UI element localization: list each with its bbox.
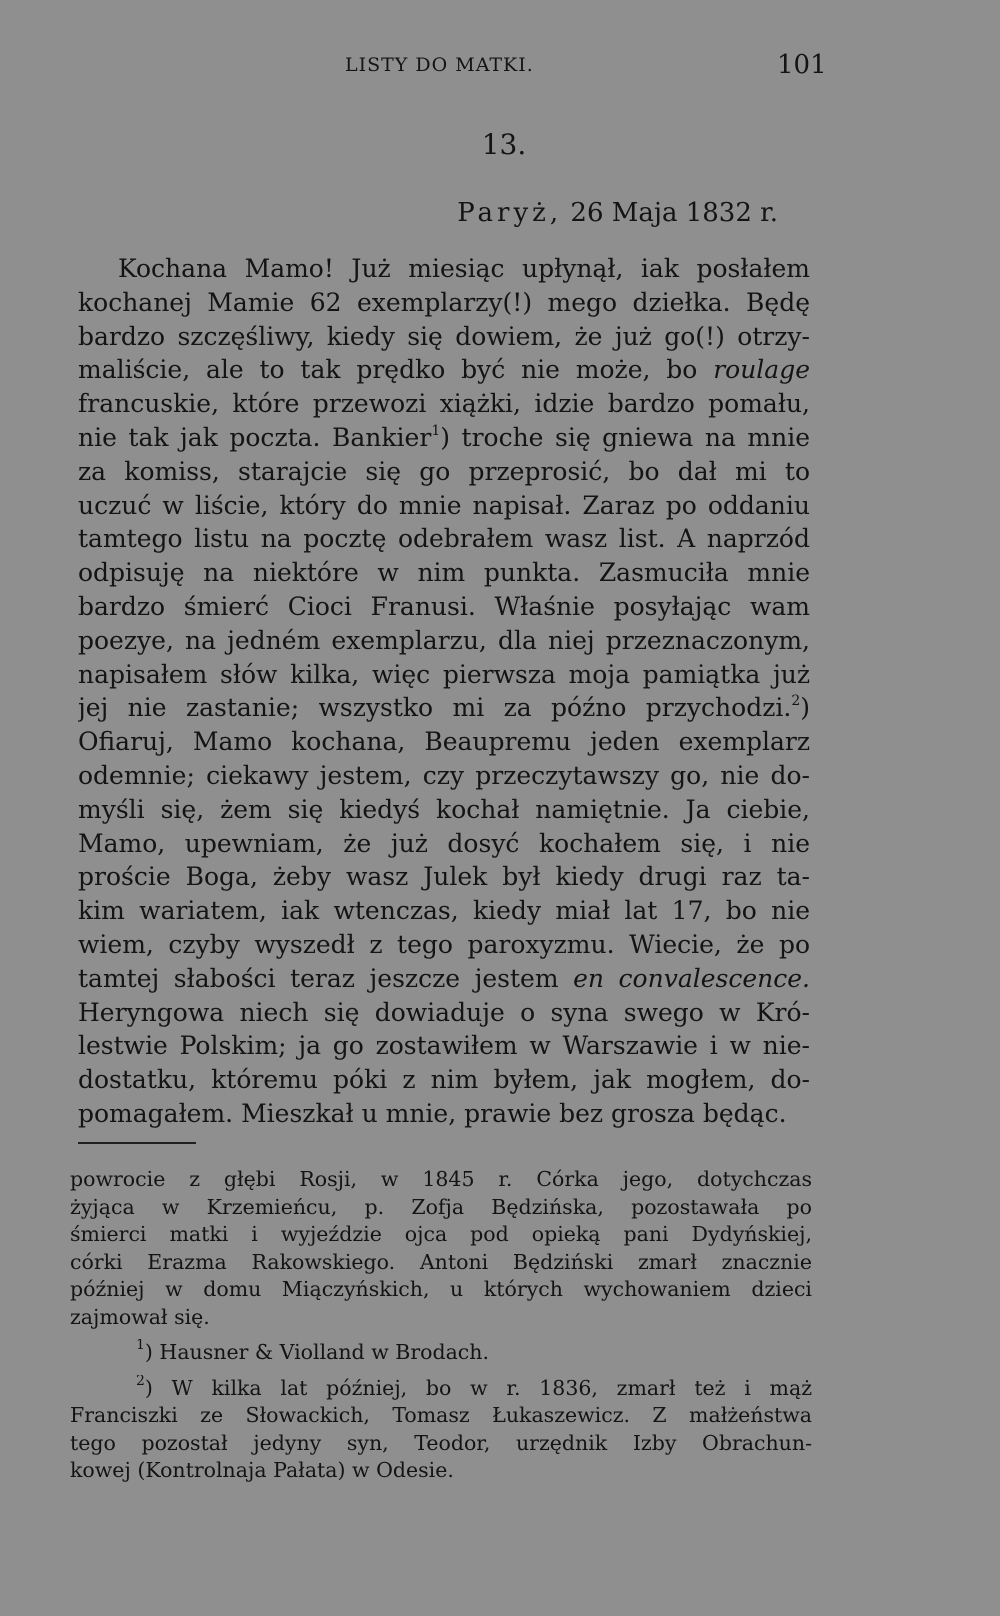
footnote-2-line: Franciszki ze Słowackich, Tomasz Łukaszewicz. Z małżeństwa bbox=[70, 1403, 812, 1427]
body-line: proście Boga, żeby wasz Julek był kiedy drugi raz ta- bbox=[78, 862, 810, 892]
footnote-ref-close: ) bbox=[800, 693, 810, 723]
footnote-continuation-line: śmierci matki i wyjeździe ojca pod opieką pani Dydyńskiej, bbox=[70, 1222, 812, 1246]
body-line: uczuć w liście, który do mnie napisał. Zaraz po oddaniu bbox=[78, 490, 810, 520]
footnote-2-first-line bbox=[70, 1375, 812, 1403]
body-line: tamtego listu na pocztę odebrałem wasz list. A naprzód bbox=[78, 524, 810, 554]
letter-body bbox=[78, 252, 810, 1131]
body-line: poezye, na jedném exemplarzu, dla niej przeznaczonym, bbox=[78, 625, 810, 655]
footnote-continuation-line: córki Erazma Rakowskiego. Antoni Będziński zmarł znacznie bbox=[70, 1249, 812, 1274]
body-line: za komiss, starajcie się go przeprosić, bo dał mi to bbox=[78, 456, 810, 486]
footnote-1-text: ) Hausner & Violland w Brodach. bbox=[144, 1340, 490, 1364]
dateline-place: Paryż, bbox=[457, 198, 563, 228]
page-number: 101 bbox=[777, 50, 827, 80]
footnote-2-line: kowej (Kontrolnaja Pałata) w Odesie. bbox=[70, 1458, 454, 1482]
body-line: bardzo śmierć Cioci Franusi. Właśnie posyłając wam bbox=[78, 591, 810, 621]
body-line bbox=[78, 421, 810, 455]
footnote-rule bbox=[78, 1142, 196, 1144]
body-line: kim wariatem, iak wtenczas, kiedy miał lat 17, bo nie bbox=[78, 896, 810, 926]
dateline bbox=[457, 198, 778, 228]
letter-number: 13. bbox=[481, 128, 527, 161]
italic-convalescence: en convalescence. bbox=[573, 963, 810, 993]
body-line-text: maliście, ale to tak prędko być nie może, bo bbox=[78, 355, 714, 385]
body-line: myśli się, żem się kiedyś kochał namiętnie. Ja ciebie, bbox=[78, 794, 810, 824]
body-line: odpisuję na niektóre w nim punkta. Zasmuciła mnie bbox=[78, 558, 810, 588]
body-line-text: ) troche się gniewa na mnie bbox=[440, 422, 810, 452]
body-line bbox=[78, 353, 810, 387]
body-line: bardzo szczęśliwy, kiedy się dowiem, że już go(!) otrzy- bbox=[78, 321, 810, 351]
footnote-ref-2[interactable]: 2 bbox=[791, 693, 801, 710]
dateline-date: 26 Maja 1832 r. bbox=[570, 198, 778, 228]
body-line: Mamo, upewniam, że już dosyć kochałem się, i nie bbox=[78, 828, 810, 858]
body-line: kochanej Mamie 62 exemplarzy(!) mego dziełka. Będę bbox=[78, 287, 810, 317]
body-line: wiem, czyby wyszedł z tego paroxyzmu. Wiecie, że po bbox=[78, 929, 810, 959]
footnote-continuation-line: powrocie z głębi Rosji, w 1845 r. Córka jego, dotychczas bbox=[70, 1167, 812, 1191]
footnotes bbox=[70, 1166, 812, 1485]
body-line: francuskie, które przewozi xiążki, idzie bardzo pomału, bbox=[78, 389, 810, 419]
body-line: Heryngowa niech się dowiaduje o syna swego w Kró- bbox=[78, 997, 810, 1027]
footnote-1-mark: 1 bbox=[136, 1339, 145, 1354]
body-line bbox=[78, 691, 810, 725]
footnote-2-text: ) W kilka lat później, bo w r. 1836, zmarł też i mąż bbox=[144, 1375, 812, 1400]
body-line: Ofiaruj, Mamo kochana, Beaupremu jeden exemplarz bbox=[78, 727, 810, 757]
body-line-text: nie tak jak poczta. Bankier bbox=[78, 422, 432, 452]
body-line: lestwie Polskim; ja go zostawiłem w Warszawie i w nie- bbox=[78, 1031, 810, 1061]
italic-roulage: roulage bbox=[713, 355, 810, 385]
footnote-continuation-line: zajmował się. bbox=[70, 1304, 210, 1329]
footnote-2-line: tego pozostał jedyny syn, Teodor, urzędnik Izby Obrachun- bbox=[70, 1430, 812, 1455]
body-line: dostatku, któremu póki z nim byłem, jak mogłem, do- bbox=[78, 1065, 810, 1095]
body-line: pomagałem. Mieszkał u mnie, prawie bez grosza będąc. bbox=[78, 1098, 787, 1128]
footnote-2-mark: 2 bbox=[136, 1374, 145, 1389]
footnote-continuation-line: później w domu Miączyńskich, u których wychowaniem dzieci bbox=[70, 1277, 812, 1301]
body-line bbox=[78, 962, 810, 996]
body-line-text: jej nie zastanie; wszystko mi za późno przychodzi. bbox=[78, 693, 792, 723]
running-title: LISTY DO MATKI. bbox=[345, 54, 534, 76]
footnote-ref-1[interactable]: 1 bbox=[431, 422, 441, 439]
body-line: odemnie; ciekawy jestem, czy przeczytawszy go, nie do- bbox=[78, 760, 810, 790]
footnote-continuation-line: żyjąca w Krzemieńcu, p. Zofja Będzińska, pozostawała po bbox=[70, 1194, 812, 1219]
footnote-1 bbox=[70, 1339, 812, 1367]
page-header bbox=[0, 50, 1000, 90]
body-line: napisałem słów kilka, więc pierwsza moja pamiątka już bbox=[78, 659, 810, 689]
body-line-text: tamtej słabości teraz jeszcze jestem bbox=[78, 963, 574, 993]
body-line: Kochana Mamo! Już miesiąc upłynął, iak posłałem bbox=[118, 254, 810, 283]
